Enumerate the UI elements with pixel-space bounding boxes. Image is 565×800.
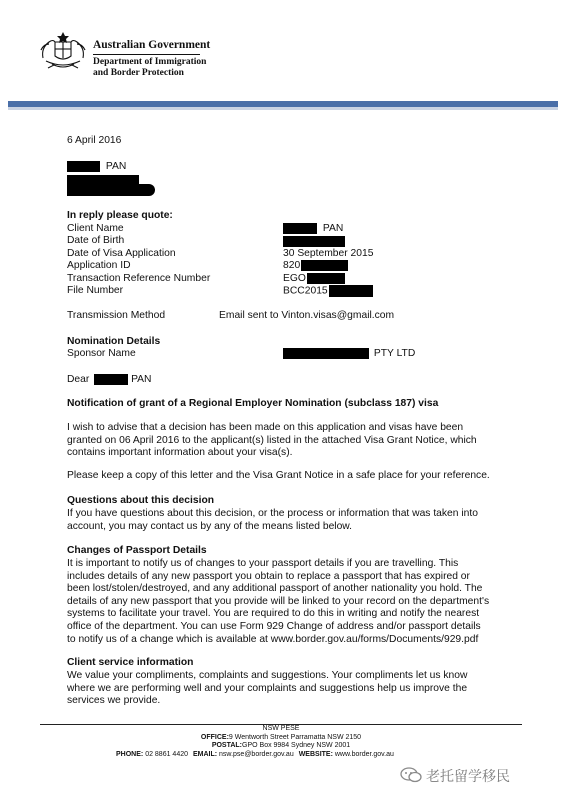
field-value-transaction-reference: EGO [283,273,345,286]
sponsor-value: PTY LTD [283,348,415,361]
passport-body: It is important to notify us of changes to your passport details if you are travelling. This includes details of any new passport you obtain to replace a passport that has expired or been lost/stolen/destroyed, and any additional passport of another nationality you hold. The details of any new passport that you provide will be linked to your record on the department's systems to facilitate your travel. You are required to do this in writing and notify the nearest office of the department. You can use Form 929 Change of address and/or passport details to notify us of a change which is available at www.border.gov.au/forms/Documents/929.pdf [67,558,490,645]
redacted-application-id [301,260,348,271]
paragraph-decision: I wish to advise that a decision has been made on this application and visas have been granted on 06 April 2016 to the applicant(s) listed in the attached Visa Grant Notice, which contains important information about your visa(s). [67,422,477,459]
redacted-salutation-given-name [94,374,128,385]
service-body: We value your compliments, complaints and suggestions. Your compliments let us know where we are performing well and your complaints and suggestions help us improve the services we provide. [67,670,468,707]
government-crest [38,28,88,74]
service-heading: Client service information [67,657,194,668]
reply-heading: In reply please quote: [67,210,173,221]
salutation: Dear PAN [67,374,152,386]
watermark [396,764,556,786]
passport-heading: Changes of Passport Details [67,545,207,556]
department-line-1: Department of Immigration [93,57,207,67]
field-label-transaction-reference: Transaction Reference Number [67,273,211,284]
government-name: Australian Government [93,39,211,51]
redacted-date-of-birth [283,236,345,247]
redacted-address-line-2 [67,184,155,196]
letter-date: 6 April 2016 [67,135,122,146]
field-label-date-of-birth: Date of Birth [67,235,125,246]
watermark-text: 老托留学移民 [426,769,510,785]
field-value-client-name: PAN [283,223,343,236]
redacted-sponsor-name [283,348,369,359]
footer-office-name: NSW PESE [262,725,300,732]
field-label-visa-application-date: Date of Visa Application [67,248,176,259]
redacted-given-name [67,161,100,172]
footer-office-line: OFFICE:9 Wentworth Street Parramatta NSW 2150 [200,733,362,741]
addressee-surname: PAN [105,161,127,173]
redacted-client-given-name [283,223,317,234]
department-line-2: and Border Protection [93,68,184,78]
field-label-application-id: Application ID [67,260,131,271]
addressee-name [67,161,126,174]
questions-body: If you have questions about this decision, or the process or information that was taken into account, you may contact us by any of the means listed below. [67,508,478,532]
field-label-file-number: File Number [67,285,124,296]
redacted-file-number [329,285,373,297]
footer-website-link[interactable]: www.border.gov.au [334,750,394,758]
header-divider [93,54,200,55]
field-value-application-id: 820 [283,260,348,273]
chat-bubble-icon [400,767,422,788]
letter-subject: Notification of grant of a Regional Employer Nomination (subclass 187) visa [67,398,439,409]
transmission-value: Email sent to Vinton.visas@gmail.com [219,310,395,321]
paragraph-keep-copy: Please keep a copy of this letter and the Visa Grant Notice in a safe place for your reference. [67,470,490,481]
field-label-client-name: Client Name [67,223,124,234]
nomination-heading: Nomination Details [67,336,161,347]
footer [40,725,522,759]
header-rule-shadow [8,107,558,110]
footer-contact-line: PHONE: 02 8861 4420 EMAIL: nsw.pse@border.gov.au WEBSITE: www.border.gov.au [116,750,394,758]
sponsor-label: Sponsor Name [67,348,136,359]
field-value-file-number: BCC2015 [283,285,373,298]
footer-email-link[interactable]: nsw.pse@border.gov.au [219,750,294,758]
questions-heading: Questions about this decision [67,495,215,506]
footer-postal-line: POSTAL:GPO Box 9984 Sydney NSW 2001 [211,742,351,750]
field-value-visa-application-date: 30 September 2015 [283,248,374,259]
redacted-transaction-reference [307,273,345,284]
transmission-label: Transmission Method [67,310,166,321]
